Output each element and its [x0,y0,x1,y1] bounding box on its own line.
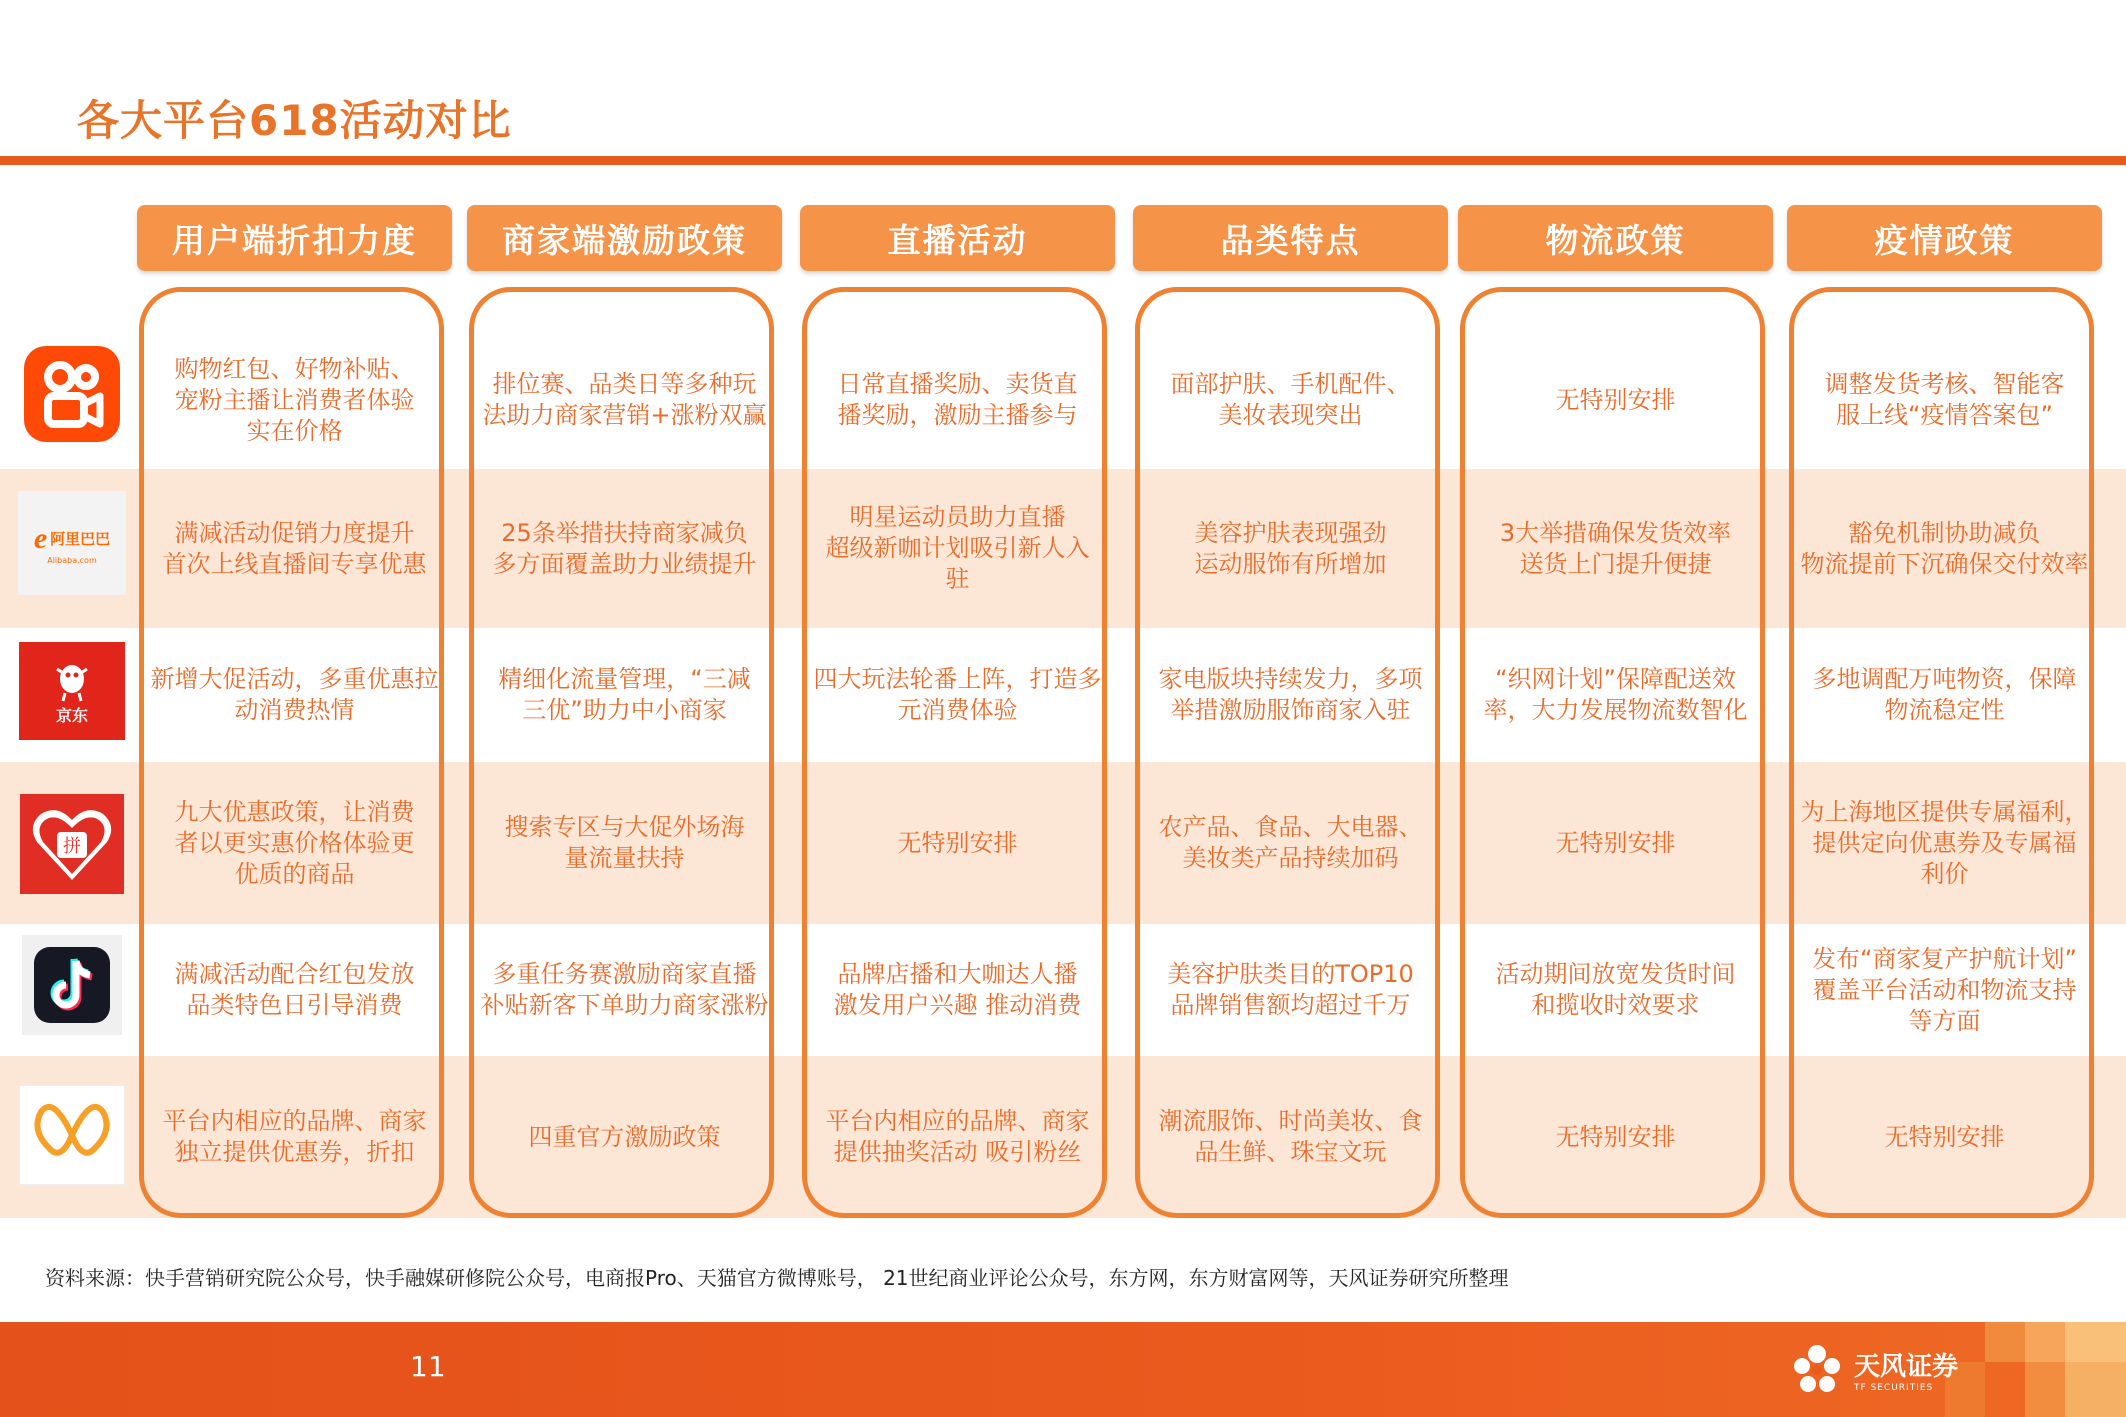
footer-decoration [1985,1322,2025,1362]
cell-line: 等方面 [1908,1006,1981,1035]
cell-line: 为上海地区提供专属福利， [1800,797,2089,826]
table-cell [1787,628,2102,762]
cell-line: 新增大促活动，多重优惠拉 [150,665,439,693]
cell-line: 潮流服饰、时尚美妆、食 [1158,1107,1423,1135]
cell-line: 率，大力发展物流数智化 [1483,696,1748,724]
table-cell [137,628,452,762]
cell-line: 多重任务赛激励商家直播 [492,960,757,988]
footer-decoration [2065,1322,2126,1362]
pinduoduo-logo-icon [18,794,126,894]
cell-line: 美容护肤类目的TOP10 [1167,960,1414,988]
cell-line: 品牌销售额均超过千万 [1170,991,1411,1019]
column-header: 品类特点 [1133,205,1448,271]
cell-line: 无特别安排 [1555,828,1676,857]
cell-line: 和揽收时效要求 [1531,991,1700,1019]
cell-line: 独立提供优惠券，折扣 [174,1138,415,1166]
cell-line: 物流提前下沉确保交付效率 [1800,549,2089,578]
cell-line: 农产品、食品、大电器、 [1158,813,1423,841]
table-cell [137,1056,452,1218]
cell-line: 品牌店播和大咖达人播 [837,960,1078,988]
cell-line: 美妆表现突出 [1218,401,1363,429]
cell-line: 量流量扶持 [564,844,685,872]
table-cell [1458,762,1773,924]
table-cell [137,762,452,924]
table-cell [1133,762,1448,924]
svg-text:拼: 拼 [63,836,81,857]
cell-line: 利价 [1920,859,1969,888]
cell-line: 提供抽奖活动 吸引粉丝 [833,1138,1082,1166]
cell-line: 九大优惠政策，让消费 [174,797,415,826]
cell-line: 平台内相应的品牌、商家 [162,1107,427,1135]
page-title: 各大平台618活动对比 [77,96,512,145]
column-header: 商家端激励政策 [467,205,782,271]
cell-line: 满减活动促销力度提升 [174,518,415,547]
cell-line: 排位赛、品类日等多种玩 [492,370,757,398]
cell-line: 多地调配万吨物资，保障 [1812,665,2077,693]
cell-line: 三优”助力中小商家 [522,696,727,724]
cell-line: 法助力商家营销+涨粉双赢 [482,401,767,429]
table-cell [1458,330,1773,470]
source-note: 资料来源：快手营销研究院公众号，快手融媒研修院公众号，电商报Pro、天猫官方微博账号， 21世纪商业评论公众号，东方网，东方财富网等，天风证券研究所整理 [45,1266,1509,1290]
cell-line: 实在价格 [246,416,343,445]
table-cell [1133,924,1448,1056]
table-cell [1458,469,1773,628]
flower-icon [1790,1342,1844,1396]
cell-line: 品类特色日引导消费 [186,991,403,1019]
cell-line: 品生鲜、珠宝文玩 [1194,1138,1387,1166]
cell-line: 运动服饰有所增加 [1194,549,1387,578]
cell-line: 物流稳定性 [1884,696,2005,724]
cell-line: 豁免机制协助减负 [1848,518,2041,547]
table-cell [137,330,452,470]
table-cell [467,330,782,470]
cell-line: 3大举措确保发货效率 [1499,518,1732,547]
table-cell [137,469,452,628]
table-cell [1458,628,1773,762]
cell-line: 25条举措扶持商家减负 [501,518,748,547]
cell-line: 举措激励服饰商家入驻 [1170,696,1411,724]
table-cell [1787,924,2102,1056]
cell-line: 四重官方激励政策 [528,1122,721,1151]
jd-logo-icon: 京东 [18,641,126,741]
column-header: 用户端折扣力度 [137,205,452,271]
table-cell [137,924,452,1056]
cell-line: 搜索专区与大促外场海 [504,813,745,841]
table-cell [1787,762,2102,924]
cell-line: “织网计划”保障配送效 [1495,665,1736,693]
table-cell [1787,330,2102,470]
douyin-logo-icon [18,935,126,1035]
column-header: 疫情政策 [1787,205,2102,271]
brand-sub: TF SECURITIES [1854,1382,1934,1393]
cell-line: 四大玩法轮番上阵，打造多 [813,665,1102,693]
cell-line: 平台内相应的品牌、商家 [825,1107,1090,1135]
column-header: 直播活动 [800,205,1115,271]
cell-line: 发布“商家复产护航计划” [1812,944,2077,973]
weibo-logo-icon [18,1085,126,1185]
table-cell [800,628,1115,762]
table-cell [1133,330,1448,470]
footer-decoration [2025,1362,2065,1417]
table-cell [1787,469,2102,628]
table-cell [800,1056,1115,1218]
title-rule [0,156,2126,165]
cell-line: 明星运动员助力直播 [849,503,1066,531]
table-cell [467,1056,782,1218]
table-cell [467,762,782,924]
table-cell [1458,1056,1773,1218]
table-cell [800,762,1115,924]
footer-decoration [2065,1362,2126,1417]
table-cell [467,628,782,762]
table-cell [800,330,1115,470]
cell-line: 购物红包、好物补贴、 [174,354,415,383]
table-cell [467,469,782,628]
brand-name: 天风证券 [1854,1351,1959,1382]
table-cell [1133,469,1448,628]
kuaishou-logo-icon [18,341,126,447]
footer-bar [0,1322,2126,1417]
table-cell [1133,1056,1448,1218]
cell-line: 动消费热情 [234,696,355,724]
cell-line: 宠粉主播让消费者体验 [174,385,415,414]
cell-line: 播奖励，激励主播参与 [837,401,1078,429]
cell-line: 家电版块持续发力，多项 [1158,665,1423,693]
cell-line: 日常直播奖励、卖货直 [837,370,1078,398]
cell-line: 满减活动配合红包发放 [174,960,415,988]
table-cell [1133,628,1448,762]
column-header: 物流政策 [1458,205,1773,271]
cell-line: 美容护肤表现强劲 [1194,518,1387,547]
cell-line: 服上线“疫情答案包” [1836,401,2053,429]
cell-line: 精细化流量管理，“三减 [498,665,751,693]
cell-line: 优质的商品 [234,859,355,888]
cell-line: 活动期间放宽发货时间 [1495,960,1736,988]
brand-logo [1790,1342,1958,1396]
cell-line: 无特别安排 [1555,385,1676,414]
cell-line: 补贴新客下单助力商家涨粉 [480,991,769,1019]
cell-line: 首次上线直播间专享优惠 [162,549,427,578]
cell-line: 者以更实惠价格体验更 [174,828,415,857]
table-cell [800,469,1115,628]
footer-decoration [2025,1322,2065,1362]
cell-line: 面部护肤、手机配件、 [1170,370,1411,398]
cell-line: 无特别安排 [897,828,1018,857]
cell-line: 调整发货考核、智能客 [1824,370,2065,398]
alibaba-logo-icon: e 阿里巴巴 Alibaba.com [18,490,126,596]
cell-line: 超级新咖计划吸引新人入 [825,534,1090,562]
cell-line: 无特别安排 [1884,1122,2005,1151]
cell-line: 提供定向优惠券及专属福 [1812,828,2077,857]
cell-line: 激发用户兴趣 推动消费 [833,991,1082,1019]
cell-line: 覆盖平台活动和物流支持 [1812,975,2077,1004]
table-cell [1458,924,1773,1056]
cell-line: 元消费体验 [897,696,1018,724]
cell-line: 美妆类产品持续加码 [1182,844,1399,872]
table-cell [1787,1056,2102,1218]
table-cell [467,924,782,1056]
cell-line: 多方面覆盖助力业绩提升 [492,549,757,578]
cell-line: 送货上门提升便捷 [1519,549,1712,578]
page-number: 11 [410,1350,446,1383]
cell-line: 无特别安排 [1555,1122,1676,1151]
table-cell [800,924,1115,1056]
cell-line: 驻 [945,565,970,593]
